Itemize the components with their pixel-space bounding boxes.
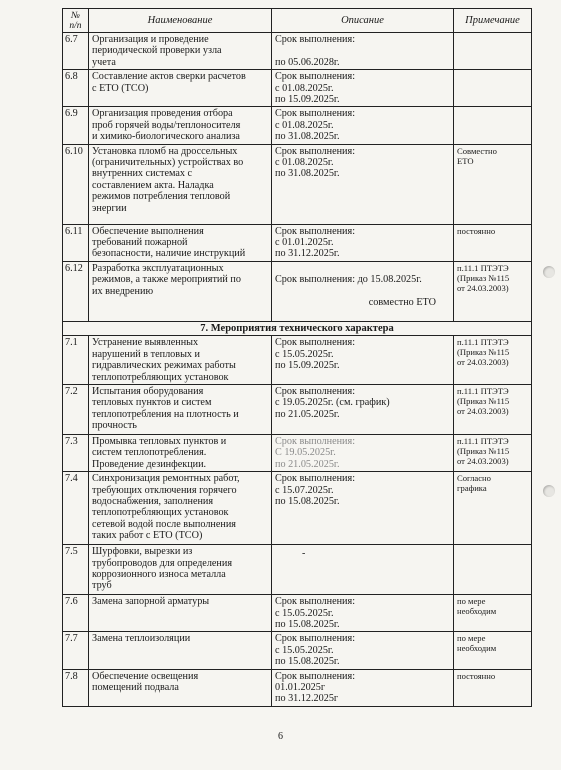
row-note <box>454 33 532 70</box>
row-num: 6.8 <box>63 70 89 107</box>
table-row <box>63 144 532 224</box>
punch-hole-icon <box>543 485 555 497</box>
section-row <box>63 321 532 335</box>
row-desc <box>272 545 454 595</box>
row-note: п.11.1 ПТЭТЭ (Приказ №115 от 24.03.2003) <box>454 434 532 471</box>
row-desc: Срок выполнения: с 15.07.2025г. по 15.08.2025г. <box>272 472 454 545</box>
row-num: 6.10 <box>63 144 89 224</box>
row-note: постоянно <box>454 669 532 706</box>
row-note: п.11.1 ПТЭТЭ (Приказ №115 от 24.03.2003) <box>454 384 532 434</box>
table-row <box>63 107 532 144</box>
header-name: Наименование <box>89 9 272 33</box>
row-note: п.11.1 ПТЭТЭ (Приказ №115 от 24.03.2003) <box>454 336 532 385</box>
row-desc <box>272 261 454 321</box>
row-num: 7.2 <box>63 384 89 434</box>
row-name: Организация и проведение периодической проверки узла учета <box>89 33 272 70</box>
stray-dash-mark: - <box>302 548 306 559</box>
row-name: Замена запорной арматуры <box>89 595 272 632</box>
row-note <box>454 107 532 144</box>
row-name: Разработка эксплуатационных режимов, а также мероприятий по их внедрению <box>89 261 272 321</box>
header-num: № п/п <box>63 9 89 33</box>
row-note: п.11.1 ПТЭТЭ (Приказ №115 от 24.03.2003) <box>454 261 532 321</box>
table-header-row <box>63 9 532 33</box>
row-desc: Срок выполнения: с 15.05.2025г. по 15.08.2025г. <box>272 632 454 669</box>
row-name: Шурфовки, вырезки из трубопроводов для определения коррозионного износа металла труб <box>89 545 272 595</box>
row-num: 6.12 <box>63 261 89 321</box>
row-desc: Срок выполнения: с 15.05.2025г. по 15.09.2025г. <box>272 336 454 385</box>
row-name: Промывка тепловых пунктов и систем теплопотребления. Проведение дезинфекции. <box>89 434 272 471</box>
row-num: 6.11 <box>63 224 89 261</box>
row-desc: Срок выполнения: С 19.05.2025г. по 21.05.2025г. <box>272 434 454 471</box>
row-name: Замена теплоизоляции <box>89 632 272 669</box>
measures-table <box>62 8 532 707</box>
row-num: 6.9 <box>63 107 89 144</box>
row-num: 7.5 <box>63 545 89 595</box>
row-num: 7.3 <box>63 434 89 471</box>
row-num: 6.7 <box>63 33 89 70</box>
table-row <box>63 336 532 385</box>
header-desc: Описание <box>272 9 454 33</box>
table-row <box>63 595 532 632</box>
row-name: Устранение выявленных нарушений в тепловых и гидравлических режимах работы теплопотребляющих установок <box>89 336 272 385</box>
row-desc: Срок выполнения: с 01.01.2025г. по 31.12.2025г. <box>272 224 454 261</box>
row-name: Установка пломб на дроссельных (ограничительных) устройствах во внутренних системах с составлением акта. Наладка режимов потребления тепловой энергии <box>89 144 272 224</box>
table-row <box>63 434 532 471</box>
table-row <box>63 472 532 545</box>
row-desc: Срок выполнения: с 15.05.2025г. по 15.08.2025г. <box>272 595 454 632</box>
section-title: 7. Мероприятия технического характера <box>63 321 532 335</box>
row-name: Обеспечение освещения помещений подвала <box>89 669 272 706</box>
row-num: 7.7 <box>63 632 89 669</box>
table-row <box>63 669 532 706</box>
row-num: 7.4 <box>63 472 89 545</box>
row-num: 7.8 <box>63 669 89 706</box>
header-note: Примечание <box>454 9 532 33</box>
punch-hole-icon <box>543 266 555 278</box>
table-row <box>63 33 532 70</box>
row-note <box>454 545 532 595</box>
row-desc: Срок выполнения: по 05.06.2028г. <box>272 33 454 70</box>
table-row <box>63 261 532 321</box>
row-desc: Срок выполнения: 01.01.2025г по 31.12.2025г <box>272 669 454 706</box>
row-note: постоянно <box>454 224 532 261</box>
row-note: Совместно ЕТО <box>454 144 532 224</box>
table-row <box>63 384 532 434</box>
table-row <box>63 224 532 261</box>
row-name: Обеспечение выполнения требований пожарной безопасности, наличие инструкций <box>89 224 272 261</box>
row-desc: Срок выполнения: с 01.08.2025г. по 15.09.2025г. <box>272 70 454 107</box>
row-name: Составление актов сверки расчетов с ЕТО (ТСО) <box>89 70 272 107</box>
row-name: Организация проведения отбора проб горячей воды/теплоносителя и химико-биологического анализа <box>89 107 272 144</box>
row-desc: Срок выполнения: с 01.08.2025г. по 31.08.2025г. <box>272 144 454 224</box>
row-note: по мере необходим <box>454 595 532 632</box>
table-row <box>63 545 532 595</box>
page-number: 6 <box>278 731 283 742</box>
row-note: по мере необходим <box>454 632 532 669</box>
row-desc-joint: совместно ЕТО <box>368 297 436 309</box>
row-num: 7.1 <box>63 336 89 385</box>
row-num: 7.6 <box>63 595 89 632</box>
row-note <box>454 70 532 107</box>
row-name: Синхронизация ремонтных работ, требующих отключения горячего водоснабжения, заполнения теплопотребляющих установок сетевой водой после выполнения таких работ с ЕТО (ТСО) <box>89 472 272 545</box>
table-row <box>63 70 532 107</box>
row-desc-deadline: Срок выполнения: до 15.08.2025г. <box>275 274 422 286</box>
table-row <box>63 632 532 669</box>
row-name: Испытания оборудования тепловых пунктов и систем теплопотребления на плотность и прочность <box>89 384 272 434</box>
row-desc: Срок выполнения: с 19.05.2025г. (см. график) по 21.05.2025г. <box>272 384 454 434</box>
row-desc: Срок выполнения: с 01.08.2025г. по 31.08.2025г. <box>272 107 454 144</box>
row-note: Согласно графика <box>454 472 532 545</box>
